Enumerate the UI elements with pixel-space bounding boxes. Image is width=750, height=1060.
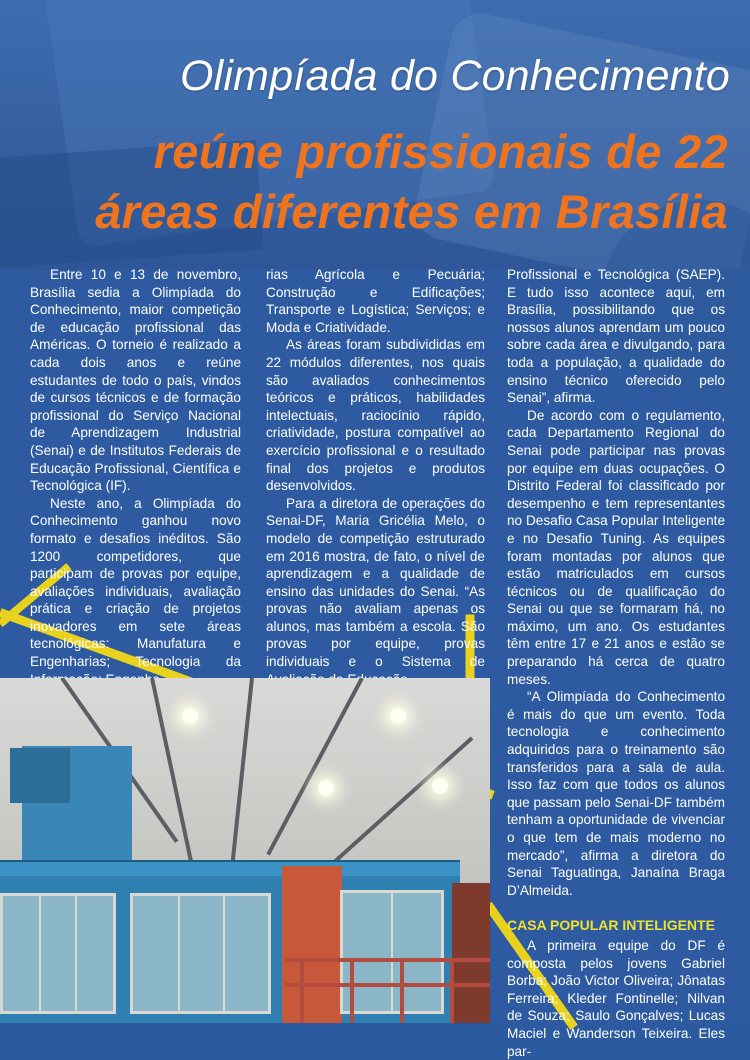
container-window: [340, 890, 444, 1014]
paragraph: “A Olimpíada do Conhecimento é mais do que um evento. Toda tecnologia e conhecimento adquiridos para o treinamento são transferidos para a sala de aula. Isso faz com que todos os alunos que passam pelo Senai-DF também tenham a oportunidade de vivenciar o que tem de mais moderno no mercado”, afirma a diretora do Senai Taguatinga, Janaína Braga D’Almeida.: [507, 689, 725, 898]
paragraph: A primeira equipe do DF é composta pelos jovens Gabriel Borba; João Victor Oliveira; Jônatas Ferreira; Kleder Fontinelle; Nilvan de Souza; Saulo Gonçalves; Lucas Maciel e Wanderson Teixeira. Eles par-: [507, 937, 725, 1059]
paragraph: Neste ano, a Olimpíada do Conhecimento ganhou novo formato e desafios inéditos. São 1200 competidores, que participam de provas por equipe, avaliações individuais, avaliação prática e criação de projetos inovadores em sete áreas tecnológicas: Manufatura e Engenharias; Tecnologia da: [30, 495, 241, 670]
section-subheading: CASA POPULAR INTELIGENTE: [507, 917, 715, 934]
headline-line-3: áreas diferentes em Brasília: [95, 185, 728, 238]
paragraph: Para a diretora de operações do Senai-DF, Maria Gricélia Melo, o modelo de competição estruturado em 2016 mostra, de fato, o nível de aprendizagem e a qualidade de ensino das unidades do Senai. “As provas não avaliam apenas os alunos, mas também a escola. São provas por equipe, provas individuais e o Sistema de: [266, 495, 485, 670]
paragraph: Entre 10 e 13 de novembro, Brasília sedia a Olimpíada do Conhecimento, maior competição de educação profissional das Américas. O torneio é realizado a cada dois anos e reúne estudantes de todo o país, vindos de cursos técnicos e de formação profissional do Serviço Nacional de Aprendizagem Industrial (Senai) e de Institutos Federais de Educação Profissional, Científica e Tecnológica (IF).: [30, 267, 241, 494]
article-column-2: [266, 266, 485, 688]
railing-post: [450, 958, 454, 1023]
red-container: [452, 883, 490, 1023]
container-window: [130, 893, 271, 1014]
container-door: [282, 866, 342, 1023]
tent-beam: [230, 678, 254, 867]
ceiling-light: [182, 708, 198, 724]
railing-post: [400, 958, 404, 1023]
article-column-1: [30, 266, 241, 688]
tent-beam: [322, 737, 473, 874]
railing: [285, 958, 490, 962]
paragraph: rias Agrícola e Pecuária; Construção e Edificações; Transporte e Logística; Serviços; e Moda e Criatividade.: [266, 267, 485, 335]
headline-line-1: Olimpíada do Conhecimento: [180, 52, 730, 100]
article-photo: [0, 678, 490, 1023]
ceiling-light: [390, 708, 406, 724]
headline-subtitle: [60, 122, 728, 242]
railing-post: [350, 958, 354, 1023]
railing-post: [300, 958, 304, 1023]
article-column-3: [507, 266, 725, 1060]
container-roof: [0, 860, 460, 876]
container-window: [0, 893, 116, 1014]
ceiling-light: [432, 778, 448, 794]
ceiling-light: [318, 780, 334, 796]
paragraph: De acordo com o regulamento, cada Departamento Regional do Senai pode participar nas provas por equipe em duas ocupações. O Distrito Federal foi classificado por desempenho e tem representantes no Desafio Casa Popular Inteligente e no Desafio Tuning. As equipes foram montadas por alunos que estão matriculados em cursos técnicos ou de qualificação do Senai ou que se formaram há, no máximo, um ano. Os estudantes têm entre 17 e 21 anos e estão se preparando há cerca de quatro meses.: [507, 407, 725, 687]
paragraph: Profissional e Tecnológica (SAEP). E tudo isso acontece aqui, em Brasília, possibilitando que os nossos alunos aprendam um pouco sobre cada área e divulgando, para toda a população, a qualidade do ensino técnico oferecido pelo Senai”, afirma.: [507, 267, 725, 406]
railing: [285, 983, 490, 987]
container-stack-top: [10, 748, 70, 803]
headline-line-2: reúne profissionais de 22: [153, 125, 728, 178]
paragraph: As áreas foram subdivididas em 22 módulos diferentes, nos quais são avaliados conhecimentos teóricos e práticos, habilidades intelectuais, raciocínio rápido, criatividade, postura compatível ao exercício profissional e o resultado final dos projetos e produtos desenvolvidos.: [266, 337, 485, 494]
tent-beam: [266, 678, 363, 856]
